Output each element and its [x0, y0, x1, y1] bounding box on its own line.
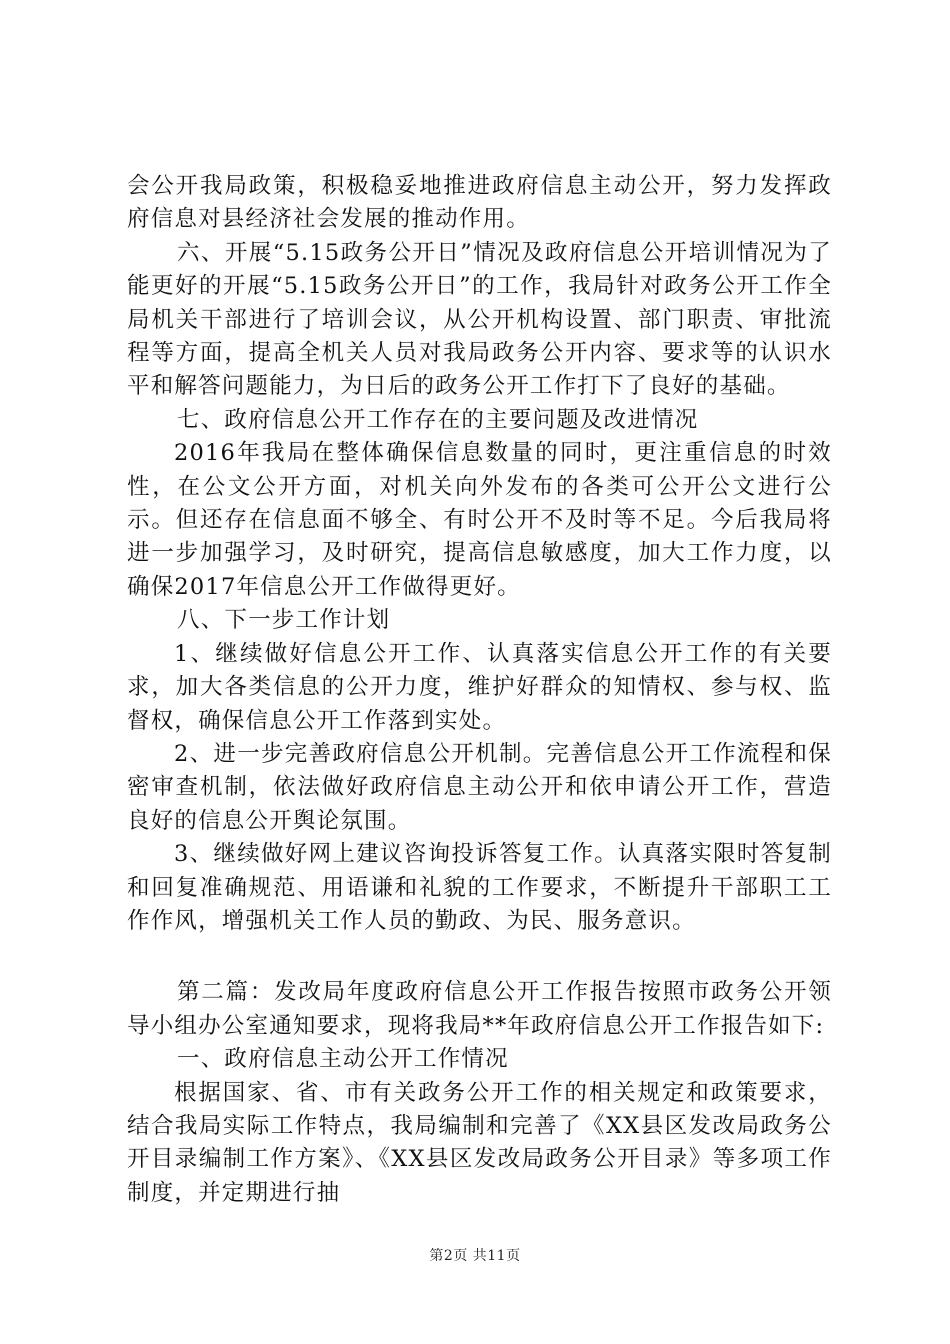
section-spacer: [127, 938, 832, 976]
heading-section-eight: 八、下一步工作计划: [177, 607, 391, 634]
list-item-plan-3: 3、继续做好网上建议咨询投诉答复工作。认真落实限时答复制和回复准确规范、用语谦和礼貌的工作要求，不断提升干部职工工作作风，增强机关工作人员的勤政、为民、服务意识。: [127, 841, 832, 934]
paragraph-policy-continuation: 会公开我局政策，积极稳妥地推进政府信息主动公开，努力发挥政府信息对县经济社会发展的推动作用。: [127, 173, 832, 233]
paragraph-section-six: 六、开展“5.15政务公开日”情况及政府信息公开培训情况为了能更好的开展“5.15政务公开日”的工作，我局针对政务公开工作全局机关干部进行了培训会议，从公开机构设置、部门职责、审批流程等方面，提高全机关人员对我局政务公开内容、要求等的认识水平和解答问题能力，为日后的政务公开工作打下了良好的基础。: [127, 239, 832, 400]
heading-section-one: 一、政府信息主动公开工作情况: [177, 1046, 509, 1073]
list-item-plan-2: 2、进一步完善政府信息公开机制。完善信息公开工作流程和保密审查机制，依法做好政府信息主动公开和依申请公开工作，营造良好的信息公开舆论氛围。: [127, 740, 832, 834]
paragraph-2016-summary: 2016年我局在整体确保信息数量的同时，更注重信息的时效性，在公文公开方面，对机关向外发布的各类可公开公文进行公示。但还存在信息面不够全、有时公开不及时等不足。今后我局将进一步加强学习，及时研究，提高信息敏感度，加大工作力度，以确保2017年信息公开工作做得更好。: [127, 440, 832, 600]
heading-section-seven: 七、政府信息公开工作存在的主要问题及改进情况: [177, 406, 699, 433]
paragraph-active-disclosure: 根据国家、省、市有关政务公开工作的相关规定和政策要求，结合我局实际工作特点，我局编制和完善了《XX县区发改局政务公开目录编制工作方案》、《XX县区发改局政务公开目录》等多项工作制度，并定期进行抽: [127, 1079, 832, 1206]
list-item-plan-1: 1、继续做好信息公开工作、认真落实信息公开工作的有关要求，加大各类信息的公开力度，维护好群众的知情权、参与权、监督权，确保信息公开工作落到实处。: [127, 640, 832, 734]
page-number-footer: 第2页 共11页: [429, 1248, 521, 1264]
paragraph-second-article-intro: 第二篇：发改局年度政府信息公开工作报告按照市政务公开领导小组办公室通知要求，现将我局**年政府信息公开工作报告如下:: [127, 979, 832, 1039]
document-body: [127, 170, 832, 1210]
